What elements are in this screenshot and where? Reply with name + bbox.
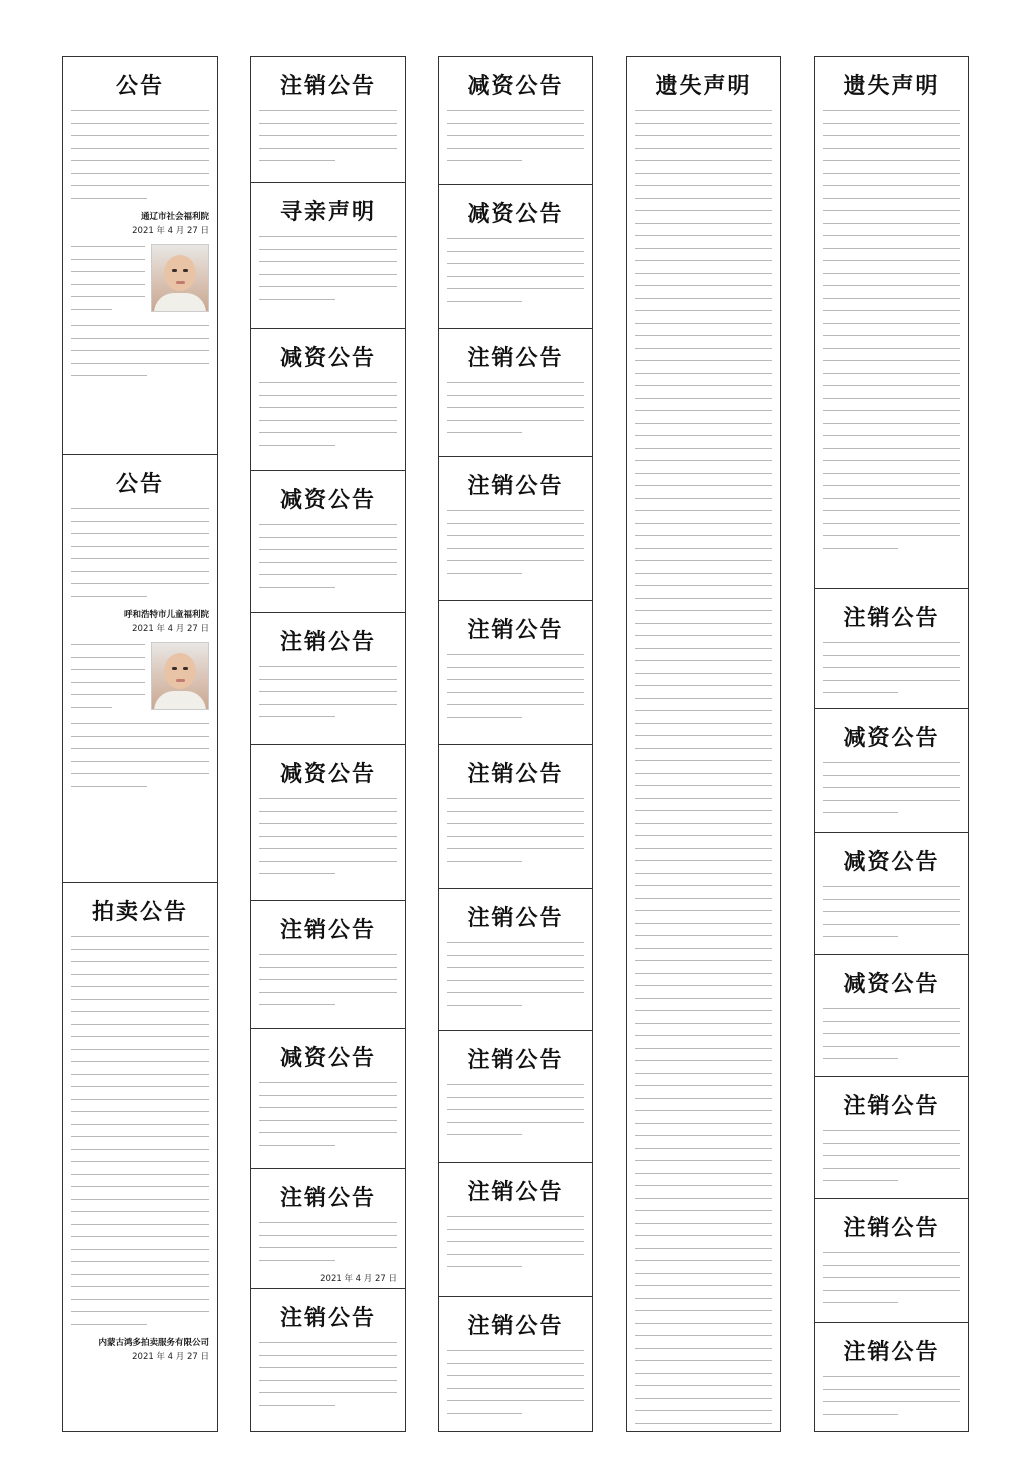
notice-title: 减资公告 [843, 850, 940, 875]
child-info-placeholder [71, 644, 145, 719]
notice-title: 减资公告 [843, 726, 940, 751]
body-text-placeholder [823, 110, 960, 549]
notice-title: 注销公告 [467, 618, 564, 643]
notice [815, 1323, 968, 1431]
notice-title: 减资公告 [279, 762, 376, 787]
column-4 [626, 56, 781, 1432]
notice-title: 注销公告 [843, 1094, 940, 1119]
notice [815, 833, 968, 955]
notice [439, 889, 592, 1031]
notice-title: 注销公告 [467, 906, 564, 931]
notice-title: 注销公告 [467, 346, 564, 371]
column-3 [438, 56, 593, 1432]
column-5 [814, 56, 969, 1432]
notice-title: 注销公告 [467, 474, 564, 499]
notice-welfare-hohhot [63, 455, 217, 883]
notice-signature: 通辽市社会福利院 [140, 212, 209, 222]
notice-lost-statement [627, 57, 780, 1431]
body-text-placeholder [635, 110, 772, 1431]
notice-auction [63, 883, 217, 1431]
notice-title: 公告 [115, 472, 164, 497]
notice [815, 709, 968, 833]
notice [251, 1169, 405, 1289]
notice [439, 601, 592, 745]
notice [439, 57, 592, 185]
notice [251, 471, 405, 613]
notice [251, 745, 405, 901]
notice-title: 注销公告 [279, 74, 376, 99]
notice-title: 注销公告 [467, 1180, 564, 1205]
notice [251, 57, 405, 183]
notice-title: 遗失声明 [843, 74, 940, 99]
notice [251, 1289, 405, 1432]
notice-title: 公告 [115, 74, 164, 99]
notice [439, 329, 592, 457]
notice-title: 注销公告 [279, 1186, 376, 1211]
notice [439, 1163, 592, 1297]
notice-title: 注销公告 [843, 1216, 940, 1241]
notice-title: 减资公告 [279, 346, 376, 371]
notice-title: 拍卖公告 [91, 900, 188, 925]
notice-title: 注销公告 [467, 1314, 564, 1339]
body-text-placeholder [71, 723, 209, 787]
notice-date: 2021 年 4 月 27 日 [320, 1274, 397, 1284]
child-info-placeholder [71, 246, 145, 321]
notice [439, 745, 592, 889]
notice [815, 955, 968, 1077]
notice-title: 减资公告 [467, 202, 564, 227]
notice [251, 1029, 405, 1169]
body-text-placeholder [71, 325, 209, 376]
notice [251, 329, 405, 471]
body-text-placeholder [71, 508, 209, 597]
body-text-placeholder [71, 110, 209, 199]
notice-title: 寻亲声明 [279, 200, 376, 225]
child-photo [151, 244, 209, 312]
notice [439, 1297, 592, 1432]
notice-title: 减资公告 [279, 488, 376, 513]
notice-date: 2021 年 4 月 27 日 [132, 1352, 209, 1362]
body-text-placeholder [71, 936, 209, 1325]
notice-title: 注销公告 [279, 918, 376, 943]
notice-welfare-tongliao [63, 57, 217, 455]
notice-signature: 呼和浩特市儿童福利院 [123, 610, 209, 620]
notice-date: 2021 年 4 月 27 日 [132, 624, 209, 634]
notice [251, 183, 405, 329]
notice-date: 2021 年 4 月 27 日 [132, 226, 209, 236]
notice [439, 1031, 592, 1163]
notice [815, 1199, 968, 1323]
notice [439, 185, 592, 329]
notice [815, 589, 968, 709]
notice [815, 1077, 968, 1199]
notice-title: 注销公告 [467, 1048, 564, 1073]
column-1 [62, 56, 218, 1432]
notice-title: 遗失声明 [655, 74, 752, 99]
notice-title: 注销公告 [279, 1306, 376, 1331]
notice-title: 注销公告 [279, 630, 376, 655]
notice [251, 613, 405, 745]
notice-title: 注销公告 [843, 606, 940, 631]
notice-title: 减资公告 [843, 972, 940, 997]
notice-signature: 内蒙古鸿多拍卖服务有限公司 [98, 1338, 209, 1348]
notice-title: 减资公告 [467, 74, 564, 99]
child-photo [151, 642, 209, 710]
notice-lost-statement [815, 57, 968, 589]
notice-title: 减资公告 [279, 1046, 376, 1071]
notice-title: 注销公告 [467, 762, 564, 787]
notice [251, 901, 405, 1029]
column-2 [250, 56, 406, 1432]
notice [439, 457, 592, 601]
notice-title: 注销公告 [843, 1340, 940, 1365]
